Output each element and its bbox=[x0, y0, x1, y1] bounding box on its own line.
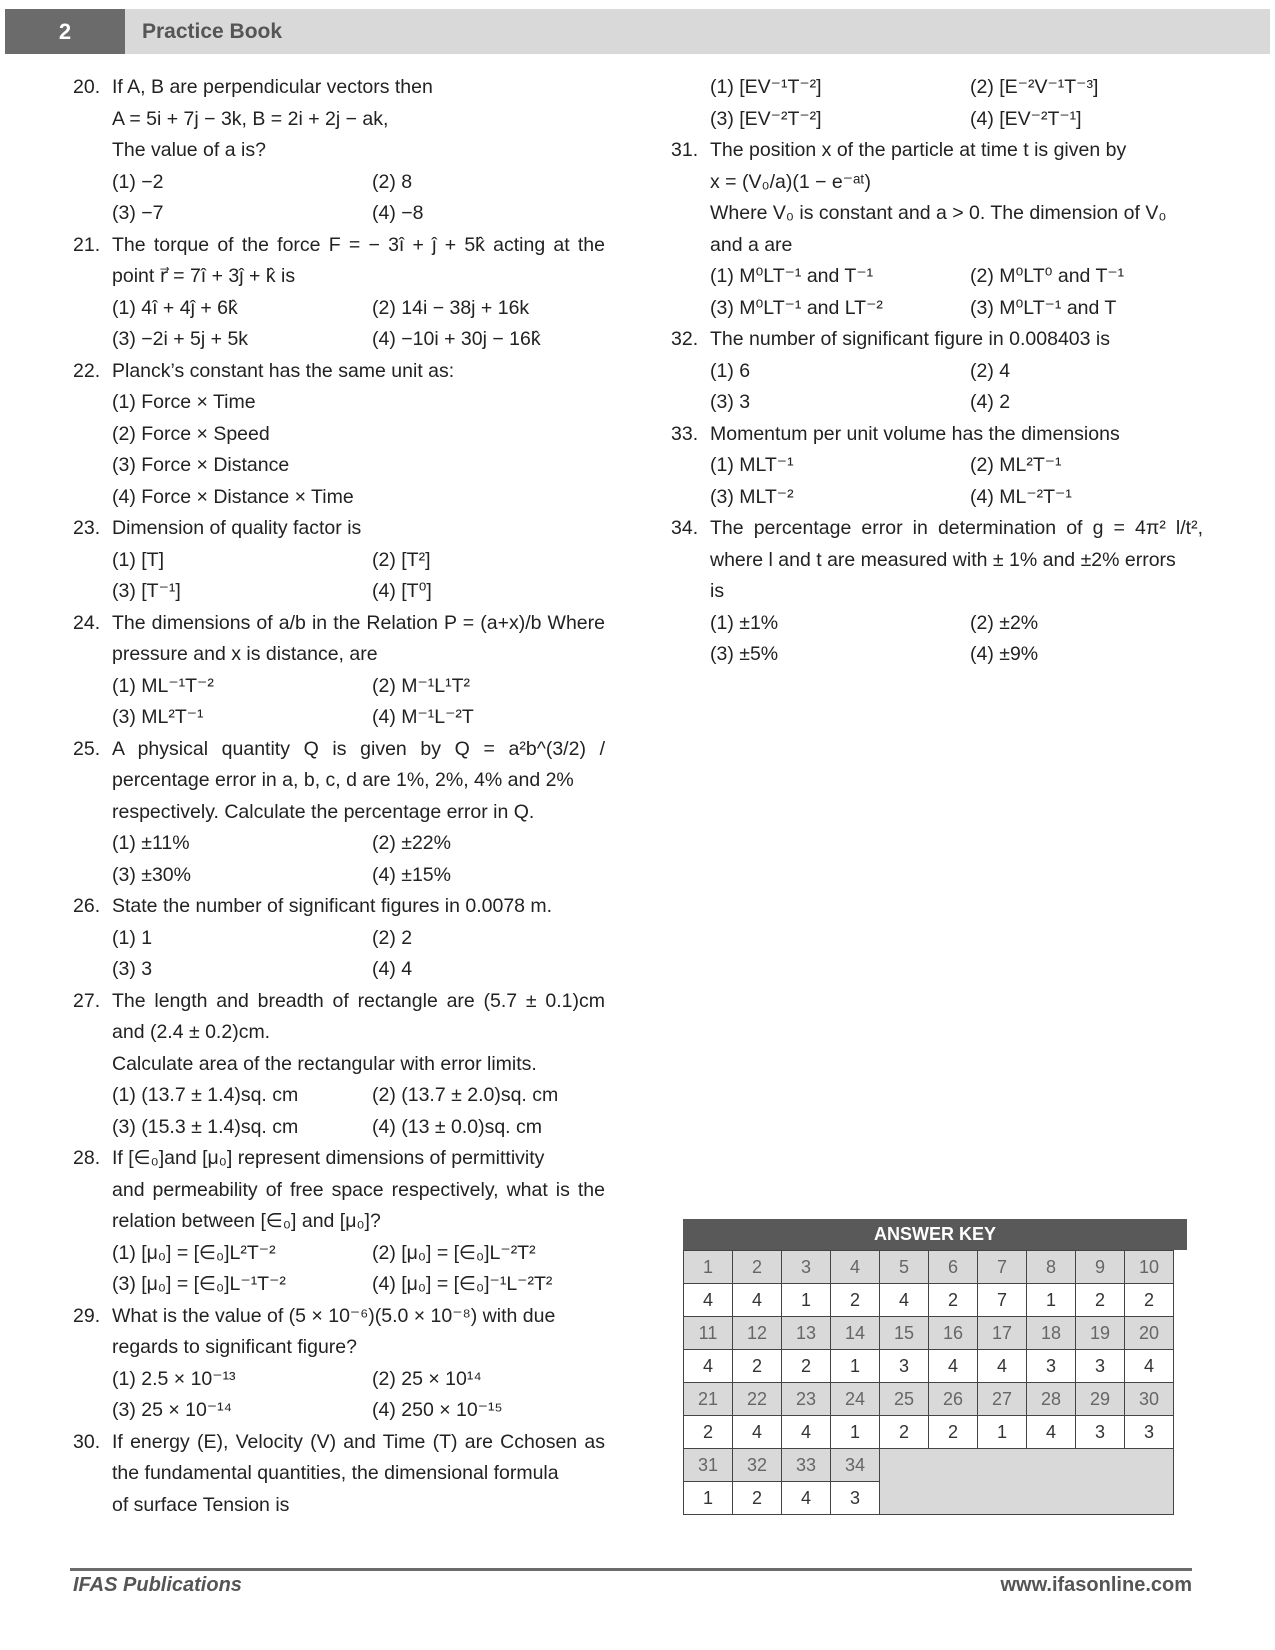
answer-option: (2) M⁻¹L¹T² bbox=[372, 674, 471, 697]
options-grid bbox=[112, 293, 605, 356]
question-text-line: The length and breadth of rectangle are (5.7 ± 0.1)cm bbox=[112, 989, 605, 1012]
answer-option: (2) M⁰LT⁰ and T⁻¹ bbox=[970, 265, 1125, 287]
question-block bbox=[671, 135, 1203, 324]
answer-key-answer: 4 bbox=[1125, 1350, 1174, 1383]
answer-option: (4) 4 bbox=[372, 958, 413, 980]
question-text-line: Calculate area of the rectangular with error limits. bbox=[112, 1052, 537, 1075]
question-text-line: The torque of the force F = − 3î + ĵ + 5k̂ acting at the bbox=[112, 233, 605, 256]
options-grid bbox=[112, 923, 605, 986]
answer-key-question-number: 1 bbox=[684, 1251, 733, 1284]
answer-key-answer: 4 bbox=[684, 1350, 733, 1383]
answer-key-answer: 1 bbox=[831, 1416, 880, 1449]
question-text-line: relation between [∈₀] and [μ₀]? bbox=[112, 1210, 381, 1232]
answer-key-question-number: 9 bbox=[1076, 1251, 1125, 1284]
answer-key-question-number: 16 bbox=[929, 1317, 978, 1350]
options-grid bbox=[112, 1238, 605, 1301]
answer-option: (4) ±15% bbox=[372, 863, 451, 886]
question-text-line: Planck’s constant has the same unit as: bbox=[112, 359, 455, 382]
answer-key-title: ANSWER KEY bbox=[683, 1219, 1187, 1250]
answer-option: (3) (15.3 ± 1.4)sq. cm bbox=[112, 1115, 299, 1138]
footer-divider bbox=[70, 1568, 1192, 1571]
answer-key-answer: 4 bbox=[880, 1284, 929, 1317]
answer-option: (3) 3 bbox=[710, 391, 751, 413]
answer-key-answer: 3 bbox=[1027, 1350, 1076, 1383]
answer-key-question-number: 18 bbox=[1027, 1317, 1076, 1350]
answer-key-answer: 2 bbox=[929, 1416, 978, 1449]
question-block bbox=[73, 608, 605, 734]
answer-key-question-number: 2 bbox=[733, 1251, 782, 1284]
answer-key-question-number: 22 bbox=[733, 1383, 782, 1416]
answer-key-answer: 2 bbox=[684, 1416, 733, 1449]
answer-key-answer: 2 bbox=[880, 1416, 929, 1449]
answer-key-question-row bbox=[684, 1449, 1174, 1482]
answer-option: (4) [μ₀] = [∈₀]⁻¹L⁻²T² bbox=[372, 1273, 553, 1295]
question-text-line: If energy (E), Velocity (V) and Time (T) are Cchosen as bbox=[112, 1430, 605, 1453]
answer-option: (1) Force × Time bbox=[112, 391, 256, 413]
left-column bbox=[73, 72, 605, 1521]
answer-option: (1) MLT⁻¹ bbox=[710, 454, 794, 476]
answer-key-answer: 2 bbox=[782, 1350, 831, 1383]
answer-key-question-row bbox=[684, 1317, 1174, 1350]
answer-key-blank bbox=[880, 1449, 1174, 1515]
question-number: 24. bbox=[73, 611, 101, 634]
answer-option: (2) 2 bbox=[372, 926, 413, 949]
answer-key-table bbox=[683, 1250, 1174, 1515]
answer-key-answer: 3 bbox=[1076, 1350, 1125, 1383]
answer-option: (3) [μ₀] = [∈₀]L⁻¹T⁻² bbox=[112, 1273, 286, 1295]
answer-key-question-number: 21 bbox=[684, 1383, 733, 1416]
answer-key-answer: 1 bbox=[1027, 1284, 1076, 1317]
question-block bbox=[73, 72, 605, 230]
options-grid bbox=[710, 72, 1203, 135]
answer-option: (2) 25 × 10¹⁴ bbox=[372, 1367, 482, 1390]
answer-option: (4) [EV⁻²T⁻¹] bbox=[970, 107, 1082, 130]
question-number: 20. bbox=[73, 76, 101, 98]
answer-option: (4) 250 × 10⁻¹⁵ bbox=[372, 1399, 503, 1421]
question-text-line: The dimensions of a/b in the Relation P = (a+x)/b Where bbox=[112, 611, 605, 634]
answer-option: (1) ±1% bbox=[710, 611, 779, 634]
answer-key-answer: 2 bbox=[1125, 1284, 1174, 1317]
answer-option: (2) ±2% bbox=[970, 611, 1039, 634]
answer-key-answer: 2 bbox=[831, 1284, 880, 1317]
answer-key-question-number: 4 bbox=[831, 1251, 880, 1284]
question-number: 26. bbox=[73, 895, 101, 917]
question-text-line: and a are bbox=[710, 233, 793, 256]
answer-option: (2) 14i − 38j + 16k bbox=[372, 296, 530, 319]
answer-option: (3) 25 × 10⁻¹⁴ bbox=[112, 1399, 233, 1421]
options-list bbox=[112, 387, 605, 513]
question-text-line: The position x of the particle at time t is given by bbox=[710, 139, 1127, 161]
answer-option: (3) M⁰LT⁻¹ and LT⁻² bbox=[710, 296, 883, 319]
answer-key-question-number: 25 bbox=[880, 1383, 929, 1416]
question-number: 27. bbox=[73, 989, 101, 1012]
options-grid bbox=[710, 261, 1203, 324]
answer-option: (3) ML²T⁻¹ bbox=[112, 706, 204, 728]
question-text-line: The value of a is? bbox=[112, 139, 266, 161]
answer-key-answer: 3 bbox=[1076, 1416, 1125, 1449]
question-number: 33. bbox=[671, 422, 699, 445]
answer-key-answer: 3 bbox=[1125, 1416, 1174, 1449]
question-block bbox=[73, 734, 605, 892]
answer-key-question-number: 12 bbox=[733, 1317, 782, 1350]
answer-option: (1) (13.7 ± 1.4)sq. cm bbox=[112, 1084, 299, 1106]
page-header bbox=[5, 9, 1270, 54]
question-text-line: State the number of significant figures in 0.0078 m. bbox=[112, 895, 553, 917]
question-number: 21. bbox=[73, 233, 101, 256]
answer-key-question-row bbox=[684, 1383, 1174, 1416]
answer-key-answer: 3 bbox=[880, 1350, 929, 1383]
answer-key-answer: 4 bbox=[929, 1350, 978, 1383]
answer-key-answer-row bbox=[684, 1284, 1174, 1317]
answer-key-question-number: 28 bbox=[1027, 1383, 1076, 1416]
question-number: 29. bbox=[73, 1304, 101, 1327]
question-number: 34. bbox=[671, 517, 699, 539]
question-text-line: Where V₀ is constant and a > 0. The dimension of V₀ bbox=[710, 202, 1167, 224]
answer-option: (1) ±11% bbox=[112, 832, 190, 854]
answer-key-answer-row bbox=[684, 1350, 1174, 1383]
answer-option: (4) M⁻¹L⁻²T bbox=[372, 706, 474, 728]
question-block bbox=[73, 230, 605, 356]
question-text-line: percentage error in a, b, c, d are 1%, 2%, 4% and 2% bbox=[112, 769, 574, 791]
answer-key-answer: 4 bbox=[733, 1284, 782, 1317]
question-block bbox=[73, 356, 605, 514]
options-grid bbox=[112, 1364, 605, 1427]
answer-key-answer-row bbox=[684, 1416, 1174, 1449]
question-text-line: What is the value of (5 × 10⁻⁶)(5.0 × 10⁻⁸) with due bbox=[112, 1304, 556, 1327]
answer-option: (4) ±9% bbox=[970, 643, 1039, 665]
answer-option: (1) 1 bbox=[112, 926, 153, 949]
answer-key-question-number: 34 bbox=[831, 1449, 880, 1482]
answer-key-answer: 2 bbox=[733, 1350, 782, 1383]
answer-option: (1) 6 bbox=[710, 359, 751, 382]
answer-option: (1) 2.5 × 10⁻¹³ bbox=[112, 1367, 236, 1390]
answer-option: (3) Force × Distance bbox=[112, 454, 290, 476]
question-number: 25. bbox=[73, 737, 101, 760]
question-text-line: and (2.4 ± 0.2)cm. bbox=[112, 1021, 271, 1043]
options-grid bbox=[710, 450, 1203, 513]
question-number: 31. bbox=[671, 139, 699, 161]
answer-key-question-number: 11 bbox=[684, 1317, 733, 1350]
question-text-line: where l and t are measured with ± 1% and ±2% errors bbox=[710, 548, 1176, 571]
answer-key-question-number: 3 bbox=[782, 1251, 831, 1284]
answer-key-question-number: 26 bbox=[929, 1383, 978, 1416]
answer-option: (1) [T] bbox=[112, 548, 164, 571]
question-text-line: Dimension of quality factor is bbox=[112, 517, 362, 539]
question-text-line: point r⃗ = 7î + 3ĵ + k̂ is bbox=[112, 265, 296, 287]
answer-key-question-number: 14 bbox=[831, 1317, 880, 1350]
answer-option: (2) 4 bbox=[970, 359, 1011, 382]
answer-option: (2) (13.7 ± 2.0)sq. cm bbox=[372, 1084, 559, 1106]
question-text-line: is bbox=[710, 580, 725, 602]
question-number: 22. bbox=[73, 359, 101, 382]
options-grid bbox=[112, 828, 605, 891]
question-text-line: x = (V₀/a)(1 − e⁻ᵃᵗ) bbox=[710, 170, 872, 193]
answer-option: (1) ML⁻¹T⁻² bbox=[112, 674, 214, 697]
answer-key-question-number: 13 bbox=[782, 1317, 831, 1350]
options-grid bbox=[710, 608, 1203, 671]
answer-key-answer: 1 bbox=[684, 1482, 733, 1515]
options-grid bbox=[112, 167, 605, 230]
answer-key-question-number: 29 bbox=[1076, 1383, 1125, 1416]
answer-key-answer: 7 bbox=[978, 1284, 1027, 1317]
book-title: Practice Book bbox=[142, 20, 283, 43]
answer-key-question-number: 8 bbox=[1027, 1251, 1076, 1284]
question-block bbox=[73, 891, 605, 986]
question-number: 30. bbox=[73, 1430, 101, 1453]
answer-option: (1) −2 bbox=[112, 170, 164, 193]
answer-key-question-number: 7 bbox=[978, 1251, 1027, 1284]
question-number: 28. bbox=[73, 1147, 101, 1169]
answer-option: (3) −7 bbox=[112, 202, 164, 224]
question-number: 32. bbox=[671, 328, 699, 350]
question-block bbox=[73, 986, 605, 1144]
answer-key-question-number: 33 bbox=[782, 1449, 831, 1482]
question-text-line: A physical quantity Q is given by Q = a²b^(3/2) / bbox=[112, 737, 605, 760]
answer-option: (4) 2 bbox=[970, 391, 1011, 413]
answer-option: (3) ±30% bbox=[112, 863, 191, 886]
answer-key-answer: 3 bbox=[831, 1482, 880, 1515]
answer-key-question-number: 24 bbox=[831, 1383, 880, 1416]
answer-key-question-number: 32 bbox=[733, 1449, 782, 1482]
answer-option: (3) 3 bbox=[112, 958, 153, 980]
question-block bbox=[671, 513, 1203, 671]
question-text-line: and permeability of free space respectively, what is the bbox=[112, 1178, 605, 1201]
answer-key-answer: 4 bbox=[978, 1350, 1027, 1383]
footer-publisher: IFAS Publications bbox=[73, 1574, 242, 1596]
question-text-line: If A, B are perpendicular vectors then bbox=[112, 76, 433, 98]
answer-key-question-number: 27 bbox=[978, 1383, 1027, 1416]
question-text-line: Momentum per unit volume has the dimensions bbox=[710, 422, 1120, 445]
answer-key-answer: 2 bbox=[733, 1482, 782, 1515]
question-text-line: pressure and x is distance, are bbox=[112, 643, 378, 665]
answer-key-question-number: 30 bbox=[1125, 1383, 1174, 1416]
answer-option: (4) (13 ± 0.0)sq. cm bbox=[372, 1115, 542, 1138]
question-text-line: If [∈₀]and [μ₀] represent dimensions of permittivity bbox=[112, 1147, 545, 1169]
options-grid bbox=[112, 545, 605, 608]
question-text-line: respectively. Calculate the percentage error in Q. bbox=[112, 800, 535, 823]
answer-option: (2) 8 bbox=[372, 170, 413, 193]
answer-key-answer: 2 bbox=[929, 1284, 978, 1317]
answer-option: (4) −10i + 30j − 16k̂ bbox=[372, 328, 541, 350]
answer-option: (3) [EV⁻²T⁻²] bbox=[710, 107, 822, 130]
answer-key-question-number: 17 bbox=[978, 1317, 1027, 1350]
answer-key-answer: 1 bbox=[831, 1350, 880, 1383]
page-number: 2 bbox=[5, 9, 125, 54]
question-block bbox=[73, 513, 605, 608]
answer-key-question-number: 31 bbox=[684, 1449, 733, 1482]
question-text-line: The percentage error in determination of g = 4π² l/t², bbox=[710, 517, 1203, 539]
question-block bbox=[73, 1427, 605, 1522]
answer-option: (2) ±22% bbox=[372, 832, 451, 854]
answer-key-question-number: 20 bbox=[1125, 1317, 1174, 1350]
answer-key-question-number: 23 bbox=[782, 1383, 831, 1416]
question-block bbox=[73, 1143, 605, 1301]
answer-option: (4) Force × Distance × Time bbox=[112, 485, 354, 508]
answer-option: (3) −2i + 5j + 5k bbox=[112, 328, 249, 350]
answer-option: (1) [μ₀] = [∈₀]L²T⁻² bbox=[112, 1241, 276, 1264]
question-text-line: regards to significant figure? bbox=[112, 1336, 357, 1358]
question-text-line: The number of significant figure in 0.008403 is bbox=[710, 328, 1110, 350]
answer-key-question-number: 19 bbox=[1076, 1317, 1125, 1350]
question-text-line: A = 5i + 7j − 3k, B = 2i + 2j − ak, bbox=[112, 107, 389, 130]
answer-option: (3) [T⁻¹] bbox=[112, 580, 181, 602]
answer-key-answer: 2 bbox=[1076, 1284, 1125, 1317]
answer-key-question-row bbox=[684, 1251, 1174, 1284]
answer-option: (2) ML²T⁻¹ bbox=[970, 454, 1062, 476]
answer-key-question-number: 15 bbox=[880, 1317, 929, 1350]
footer-website: www.ifasonline.com bbox=[1000, 1574, 1192, 1596]
answer-key-answer: 4 bbox=[782, 1416, 831, 1449]
question-block bbox=[671, 72, 1203, 135]
answer-key-answer: 4 bbox=[782, 1482, 831, 1515]
question-text-line: of surface Tension is bbox=[112, 1493, 290, 1516]
answer-option: (2) Force × Speed bbox=[112, 422, 270, 445]
answer-option: (1) [EV⁻¹T⁻²] bbox=[710, 76, 822, 98]
options-grid bbox=[710, 356, 1203, 419]
answer-key-answer: 1 bbox=[782, 1284, 831, 1317]
answer-option: (3) ±5% bbox=[710, 643, 779, 665]
answer-option: (4) −8 bbox=[372, 202, 424, 224]
answer-option: (3) MLT⁻² bbox=[710, 485, 794, 508]
question-text-line: the fundamental quantities, the dimensional formula bbox=[112, 1462, 559, 1484]
answer-key-question-number: 6 bbox=[929, 1251, 978, 1284]
answer-key-question-number: 10 bbox=[1125, 1251, 1174, 1284]
answer-key-answer: 1 bbox=[978, 1416, 1027, 1449]
options-grid bbox=[112, 1080, 605, 1143]
options-grid bbox=[112, 671, 605, 734]
answer-option: (3) M⁰LT⁻¹ and T bbox=[970, 296, 1117, 319]
answer-option: (4) [T⁰] bbox=[372, 580, 432, 602]
answer-option: (1) M⁰LT⁻¹ and T⁻¹ bbox=[710, 265, 874, 287]
answer-key-answer: 4 bbox=[733, 1416, 782, 1449]
answer-option: (4) ML⁻²T⁻¹ bbox=[970, 485, 1072, 508]
answer-key-answer: 4 bbox=[1027, 1416, 1076, 1449]
answer-option: (2) [T²] bbox=[372, 548, 431, 571]
right-column bbox=[671, 72, 1203, 671]
answer-key-answer: 4 bbox=[684, 1284, 733, 1317]
answer-option: (2) [E⁻²V⁻¹T⁻³] bbox=[970, 76, 1099, 98]
question-number: 23. bbox=[73, 517, 101, 539]
question-block bbox=[73, 1301, 605, 1427]
answer-option: (2) [μ₀] = [∈₀]L⁻²T² bbox=[372, 1241, 536, 1264]
answer-key-question-number: 5 bbox=[880, 1251, 929, 1284]
question-block bbox=[671, 324, 1203, 419]
answer-option: (1) 4î + 4ĵ + 6k̂ bbox=[112, 296, 238, 319]
question-block bbox=[671, 419, 1203, 514]
